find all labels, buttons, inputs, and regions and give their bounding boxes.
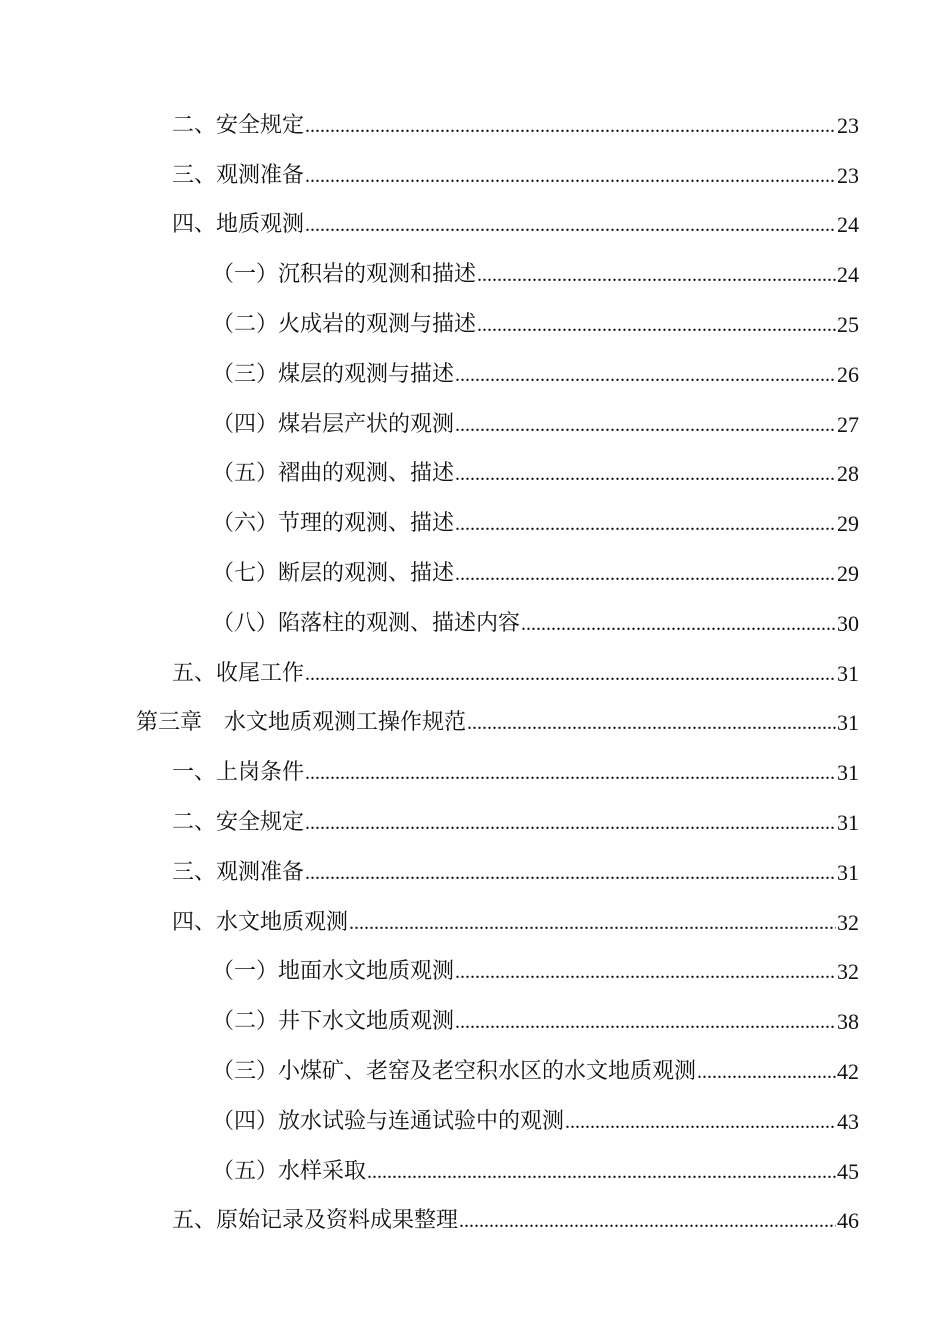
toc-section-entry[interactable]: [0, 201, 950, 251]
toc-entry-title: 三、观测准备: [172, 859, 305, 885]
toc-subsection-entry[interactable]: [0, 997, 950, 1047]
toc-subsection-entry[interactable]: [0, 1047, 950, 1097]
toc-entry-page-number: 45: [837, 1158, 859, 1184]
toc-entry-title: （五）水样采取: [212, 1158, 367, 1184]
toc-entry-page-number: 29: [837, 511, 859, 537]
toc-section-entry[interactable]: [0, 748, 950, 798]
toc-entry-page-number: 31: [837, 810, 859, 836]
toc-entry-page-number: 32: [837, 959, 859, 985]
toc-dot-leader: [305, 863, 836, 883]
toc-entry-title: 二、安全规定: [172, 810, 305, 836]
toc-entry-title: （一）沉积岩的观测和描述: [212, 262, 477, 288]
toc-dot-leader: [565, 1112, 836, 1132]
toc-dot-leader: [305, 166, 836, 186]
toc-entry-page-number: 46: [837, 1208, 859, 1234]
toc-subsection-entry[interactable]: [0, 1097, 950, 1147]
toc-entry-title: （三）煤层的观测与描述: [212, 361, 455, 387]
toc-subsection-entry[interactable]: [0, 549, 950, 599]
toc-entry-title: （二）火成岩的观测与描述: [212, 312, 477, 338]
toc-subsection-entry[interactable]: [0, 350, 950, 400]
toc-dot-leader: [367, 1162, 836, 1182]
toc-section-entry[interactable]: [0, 101, 950, 151]
toc-dot-leader: [305, 116, 836, 136]
toc-entry-page-number: 38: [837, 1009, 859, 1035]
toc-entry-title: 五、原始记录及资料成果整理: [172, 1208, 459, 1234]
toc-entry-title: 一、上岗条件: [172, 760, 305, 786]
toc-subsection-entry[interactable]: [0, 599, 950, 649]
toc-entry-page-number: 24: [837, 212, 859, 238]
toc-subsection-entry[interactable]: [0, 450, 950, 500]
toc-entry-page-number: 32: [837, 909, 859, 935]
toc-entry-page-number: 31: [837, 660, 859, 686]
toc-section-entry[interactable]: [0, 898, 950, 948]
toc-entry-title: （四）放水试验与连通试验中的观测: [212, 1108, 565, 1134]
toc-entry-title: （六）节理的观测、描述: [212, 511, 455, 537]
toc-dot-leader: [477, 265, 836, 285]
toc-entry-page-number: 29: [837, 561, 859, 587]
toc-entry-page-number: 43: [837, 1108, 859, 1134]
toc-entry-title: （一）地面水文地质观测: [212, 959, 455, 985]
toc-dot-leader: [349, 913, 836, 933]
toc-section-entry[interactable]: [0, 798, 950, 848]
toc-entry-title: （四）煤岩层产状的观测: [212, 411, 455, 437]
toc-subsection-entry[interactable]: [0, 499, 950, 549]
toc-dot-leader: [697, 1062, 836, 1082]
toc-chapter-entry[interactable]: [0, 699, 950, 749]
toc-entry-title: 四、水文地质观测: [172, 909, 349, 935]
toc-entry-title: 四、地质观测: [172, 212, 305, 238]
toc-entry-title: 三、观测准备: [172, 162, 305, 188]
toc-section-entry[interactable]: [0, 1197, 950, 1247]
toc-subsection-entry[interactable]: [0, 300, 950, 350]
toc-entry-page-number: 31: [837, 760, 859, 786]
toc-entry-page-number: 30: [837, 610, 859, 636]
toc-entry-page-number: 42: [837, 1059, 859, 1085]
toc-entry-page-number: 26: [837, 361, 859, 387]
toc-entry-title: 二、安全规定: [172, 112, 305, 138]
toc-entry-page-number: 31: [837, 859, 859, 885]
toc-dot-leader: [305, 813, 836, 833]
toc-entry-title: （八）陷落柱的观测、描述内容: [212, 610, 521, 636]
toc-dot-leader: [455, 564, 836, 584]
toc-section-entry[interactable]: [0, 151, 950, 201]
toc-section-entry[interactable]: [0, 649, 950, 699]
toc-entry-title: 五、收尾工作: [172, 660, 305, 686]
toc-dot-leader: [455, 514, 836, 534]
toc-dot-leader: [477, 315, 836, 335]
toc-subsection-entry[interactable]: [0, 1147, 950, 1197]
toc-dot-leader: [455, 962, 836, 982]
toc-dot-leader: [455, 1012, 836, 1032]
toc-dot-leader: [305, 215, 836, 235]
toc-dot-leader: [455, 464, 836, 484]
toc-entry-title: 第三章 水文地质观测工操作规范: [136, 710, 467, 736]
toc-entry-page-number: 27: [837, 411, 859, 437]
toc-entry-page-number: 23: [837, 162, 859, 188]
toc-dot-leader: [455, 415, 836, 435]
toc-entry-page-number: 25: [837, 312, 859, 338]
toc-dot-leader: [455, 365, 836, 385]
toc-entry-page-number: 31: [837, 710, 859, 736]
toc-entry-title: （五）褶曲的观测、描述: [212, 461, 455, 487]
toc-entry-page-number: 23: [837, 112, 859, 138]
toc-entry-title: （七）断层的观测、描述: [212, 561, 455, 587]
toc-subsection-entry[interactable]: [0, 948, 950, 998]
toc-dot-leader: [467, 713, 836, 733]
toc-dot-leader: [305, 664, 836, 684]
toc-entry-page-number: 24: [837, 262, 859, 288]
toc-dot-leader: [459, 1211, 836, 1231]
toc-dot-leader: [305, 763, 836, 783]
toc-entry-page-number: 28: [837, 461, 859, 487]
toc-entry-title: （二）井下水文地质观测: [212, 1009, 455, 1035]
toc-subsection-entry[interactable]: [0, 250, 950, 300]
toc-entry-title: （三）小煤矿、老窑及老空积水区的水文地质观测: [212, 1059, 697, 1085]
toc-dot-leader: [521, 614, 836, 634]
toc-subsection-entry[interactable]: [0, 400, 950, 450]
toc-section-entry[interactable]: [0, 848, 950, 898]
table-of-contents: [0, 101, 950, 1246]
